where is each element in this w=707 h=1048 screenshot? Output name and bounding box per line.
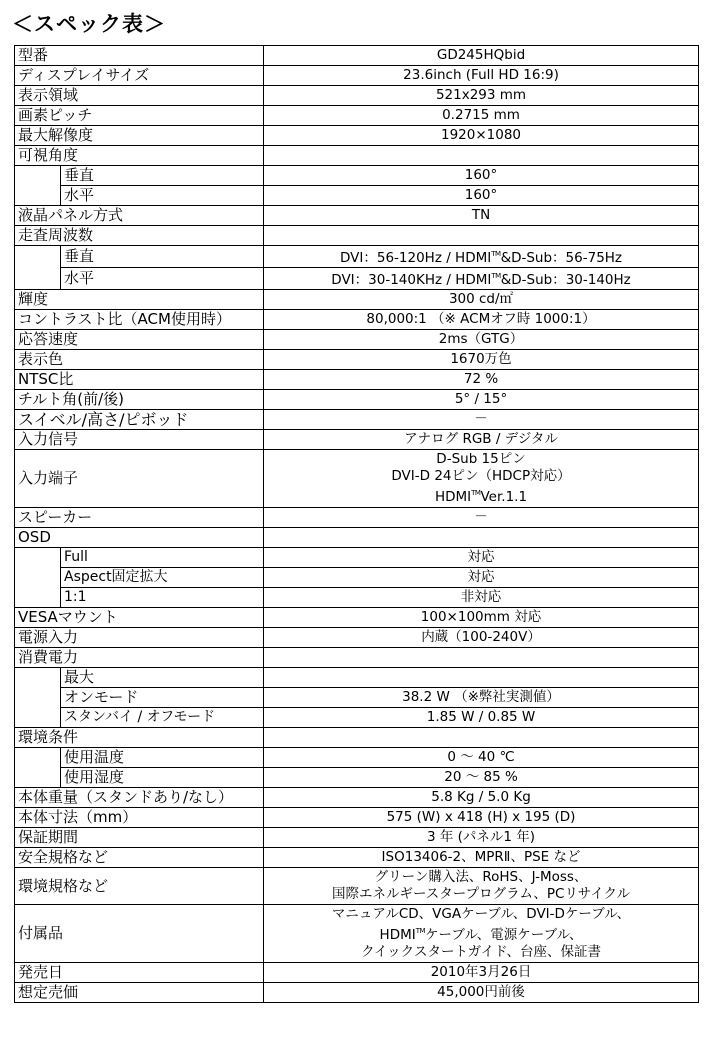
indent-cell	[15, 708, 61, 728]
row-value: GD245HQbid	[264, 46, 699, 66]
table-row	[15, 246, 699, 268]
row-label: 入力端子	[15, 450, 264, 508]
value-line: 国際エネルギースタープログラム、PCリサイクル	[331, 886, 631, 902]
trademark-mark: TM	[491, 272, 501, 280]
indent-cell	[15, 246, 61, 268]
table-row	[15, 46, 699, 66]
row-sublabel: 垂直	[61, 246, 264, 268]
indent-cell	[15, 568, 61, 588]
row-value: 23.6inch (Full HD 16:9)	[264, 66, 699, 86]
table-row	[15, 350, 699, 370]
row-value: 72 %	[264, 370, 699, 390]
indent-cell	[15, 768, 61, 788]
row-sublabel: スタンバイ / オフモード	[61, 708, 264, 728]
table-row	[15, 146, 699, 166]
table-row	[15, 568, 699, 588]
row-value	[264, 668, 699, 688]
row-label: 画素ピッチ	[15, 106, 264, 126]
row-sublabel: 使用温度	[61, 748, 264, 768]
trademark-mark: TM	[471, 489, 481, 497]
row-value: 521x293 mm	[264, 86, 699, 106]
row-label: 安全規格など	[15, 848, 264, 868]
spec-table	[14, 45, 699, 1003]
row-value: 3 年 (パネル1 年)	[264, 828, 699, 848]
value-line: グリーン購入法、RoHS、J-Moss、	[374, 869, 588, 885]
row-label: 液晶パネル方式	[15, 206, 264, 226]
row-label: コントラスト比（ACM使用時）	[15, 310, 264, 330]
indent-cell	[15, 668, 61, 688]
table-row	[15, 370, 699, 390]
table-row	[15, 788, 699, 808]
table-row	[15, 708, 699, 728]
table-row	[15, 508, 699, 528]
table-row	[15, 86, 699, 106]
value-part: &D-Sub：56-75Hz	[500, 250, 623, 266]
row-label: 応答速度	[15, 330, 264, 350]
table-row	[15, 166, 699, 186]
table-row	[15, 828, 699, 848]
row-value: 80,000:1 （※ ACMオフ時 1000:1）	[264, 310, 699, 330]
value-line: マニュアルCD、VGAケーブル、DVI-Dケーブル、	[331, 906, 631, 922]
row-value: 2ms（GTG）	[264, 330, 699, 350]
table-row	[15, 106, 699, 126]
row-label: 消費電力	[15, 648, 264, 668]
row-value	[264, 246, 699, 268]
table-row	[15, 588, 699, 608]
row-label: 入力信号	[15, 430, 264, 450]
row-label: 電源入力	[15, 628, 264, 648]
row-label: 本体重量（スタンドあり/なし）	[15, 788, 264, 808]
table-row	[15, 748, 699, 768]
row-label: スイベル/高さ/ピボッド	[15, 410, 264, 430]
row-value: 300 cd/㎡	[264, 290, 699, 310]
row-label: 走査周波数	[15, 226, 264, 246]
row-label: 輝度	[15, 290, 264, 310]
value-line	[267, 485, 695, 506]
value-part: DVI：56-120Hz / HDMI	[339, 250, 492, 266]
row-sublabel: 使用湿度	[61, 768, 264, 788]
row-value: 38.2 W （※弊社実測値）	[264, 688, 699, 708]
table-row	[15, 768, 699, 788]
row-label: 環境条件	[15, 728, 264, 748]
trademark-mark: TM	[491, 250, 501, 258]
row-value	[264, 648, 699, 668]
row-sublabel: 水平	[61, 186, 264, 206]
row-label: 付属品	[15, 905, 264, 963]
row-value	[264, 868, 699, 905]
row-sublabel: Aspect固定拡大	[61, 568, 264, 588]
row-sublabel: 最大	[61, 668, 264, 688]
table-row	[15, 548, 699, 568]
row-value	[264, 226, 699, 246]
row-label: 本体寸法（mm）	[15, 808, 264, 828]
row-value: －	[264, 508, 699, 528]
row-value: 内蔵（100-240V）	[264, 628, 699, 648]
row-value: 5.8 Kg / 5.0 Kg	[264, 788, 699, 808]
value-part: ケーブル、電源ケーブル、	[425, 927, 583, 943]
indent-cell	[15, 166, 61, 186]
table-row	[15, 528, 699, 548]
row-value: 45,000円前後	[264, 983, 699, 1003]
row-label: 発売日	[15, 963, 264, 983]
row-value	[264, 268, 699, 290]
indent-cell	[15, 548, 61, 568]
table-row	[15, 290, 699, 310]
row-label: NTSC比	[15, 370, 264, 390]
row-label: チルト角(前/後)	[15, 390, 264, 410]
row-value: 1.85 W / 0.85 W	[264, 708, 699, 728]
table-row	[15, 390, 699, 410]
row-value: 2010年3月26日	[264, 963, 699, 983]
row-label: OSD	[15, 528, 264, 548]
row-sublabel: 水平	[61, 268, 264, 290]
row-sublabel: 1:1	[61, 588, 264, 608]
value-part: &D-Sub：30-140Hz	[500, 272, 631, 288]
value-line	[267, 923, 695, 944]
row-value: 対応	[264, 568, 699, 588]
row-value: ISO13406-2、MPRⅡ、PSE など	[264, 848, 699, 868]
table-row	[15, 186, 699, 206]
row-value	[264, 146, 699, 166]
row-label: 表示領域	[15, 86, 264, 106]
row-value: 非対応	[264, 588, 699, 608]
row-label: 環境規格など	[15, 868, 264, 905]
table-row	[15, 66, 699, 86]
row-label: スピーカー	[15, 508, 264, 528]
row-label: 保証期間	[15, 828, 264, 848]
table-row	[15, 268, 699, 290]
table-row	[15, 206, 699, 226]
value-line: クイックスタートガイド、台座、保証書	[361, 944, 601, 960]
indent-cell	[15, 748, 61, 768]
row-sublabel: Full	[61, 548, 264, 568]
indent-cell	[15, 588, 61, 608]
table-row	[15, 226, 699, 246]
row-value: TN	[264, 206, 699, 226]
table-row	[15, 848, 699, 868]
trademark-mark: TM	[415, 927, 426, 935]
row-label: 可視角度	[15, 146, 264, 166]
row-sublabel: オンモード	[61, 688, 264, 708]
row-value: 160°	[264, 166, 699, 186]
row-value: 20 ～ 85 %	[264, 768, 699, 788]
row-label: VESAマウント	[15, 608, 264, 628]
row-value: 1670万色	[264, 350, 699, 370]
row-value	[264, 450, 699, 508]
table-row	[15, 983, 699, 1003]
table-row	[15, 310, 699, 330]
row-value: 0.2715 mm	[264, 106, 699, 126]
row-value: 1920×1080	[264, 126, 699, 146]
table-row	[15, 330, 699, 350]
indent-cell	[15, 688, 61, 708]
table-row	[15, 905, 699, 963]
page-title: ＜スペック表＞	[12, 12, 166, 36]
row-value: 575 (W) x 418 (H) x 195 (D)	[264, 808, 699, 828]
value-part: Ver.1.1	[480, 489, 528, 505]
row-label: 表示色	[15, 350, 264, 370]
row-value	[264, 905, 699, 963]
table-row	[15, 410, 699, 430]
row-value: －	[264, 410, 699, 430]
table-row	[15, 126, 699, 146]
table-row	[15, 868, 699, 905]
row-value: 100×100mm 対応	[264, 608, 699, 628]
row-value	[264, 728, 699, 748]
row-value: アナログ RGB / デジタル	[264, 430, 699, 450]
row-value: 160°	[264, 186, 699, 206]
table-row	[15, 450, 699, 508]
value-line: D-Sub 15ピン	[436, 451, 526, 467]
table-row	[15, 668, 699, 688]
table-row	[15, 628, 699, 648]
row-value: 対応	[264, 548, 699, 568]
row-label: ディスプレイサイズ	[15, 66, 264, 86]
row-label: 想定売価	[15, 983, 264, 1003]
table-row	[15, 608, 699, 628]
value-part: HDMI	[434, 489, 472, 505]
row-label: 最大解像度	[15, 126, 264, 146]
row-value	[264, 528, 699, 548]
value-part: HDMI	[379, 927, 416, 943]
row-sublabel: 垂直	[61, 166, 264, 186]
row-value: 5° / 15°	[264, 390, 699, 410]
indent-cell	[15, 186, 61, 206]
row-label: 型番	[15, 46, 264, 66]
table-row	[15, 808, 699, 828]
value-line: DVI-D 24ピン（HDCP対応）	[391, 468, 571, 484]
table-row	[15, 688, 699, 708]
indent-cell	[15, 268, 61, 290]
row-value: 0 ～ 40 ℃	[264, 748, 699, 768]
table-row	[15, 728, 699, 748]
value-part: DVI：30-140KHz / HDMI	[331, 272, 492, 288]
table-row	[15, 648, 699, 668]
table-row	[15, 430, 699, 450]
table-row	[15, 963, 699, 983]
